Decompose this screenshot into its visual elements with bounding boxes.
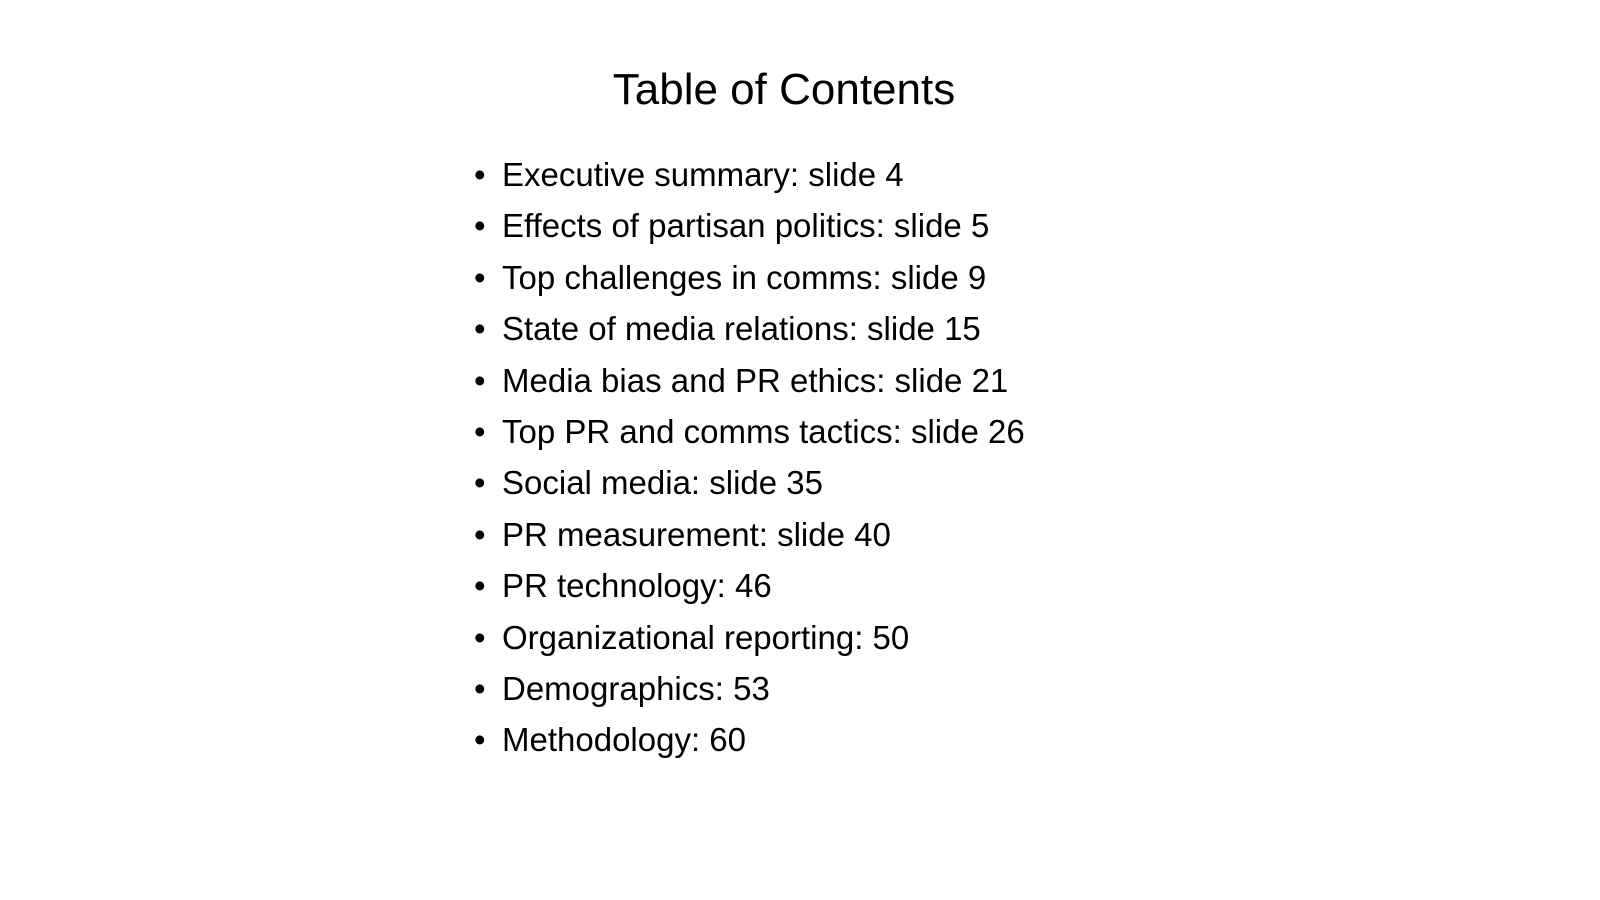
bullet-icon: • <box>474 721 486 759</box>
toc-item-label: Media bias and PR ethics: slide 21 <box>502 361 1009 399</box>
toc-item-label: State of media relations: slide 15 <box>502 310 981 348</box>
bullet-icon: • <box>474 515 486 553</box>
toc-item-label: Demographics: 53 <box>502 669 770 707</box>
toc-item-label: PR measurement: slide 40 <box>502 515 891 553</box>
bullet-icon: • <box>474 412 486 450</box>
bullet-icon: • <box>474 207 486 245</box>
bullet-icon: • <box>474 618 486 656</box>
bullet-icon: • <box>474 669 486 707</box>
bullet-icon: • <box>474 361 486 399</box>
bullet-icon: • <box>474 258 486 296</box>
bullet-icon: • <box>474 156 486 193</box>
toc-item-label: Organizational reporting: 50 <box>502 618 910 656</box>
toc-item-label: Social media: slide 35 <box>502 464 824 502</box>
toc-item-label: PR technology: 46 <box>502 567 772 605</box>
toc-item-label: Methodology: 60 <box>502 721 747 759</box>
toc-item-label: Top PR and comms tactics: slide 26 <box>502 412 1025 450</box>
page-title: Table of Contents <box>612 65 956 114</box>
bullet-icon: • <box>474 567 486 605</box>
toc-item-label: Top challenges in comms: slide 9 <box>502 258 987 296</box>
toc-item-label: Effects of partisan politics: slide 5 <box>502 207 990 245</box>
bullet-icon: • <box>474 464 486 502</box>
bullet-icon: • <box>474 310 486 348</box>
toc-item-label: Executive summary: slide 4 <box>502 156 904 193</box>
